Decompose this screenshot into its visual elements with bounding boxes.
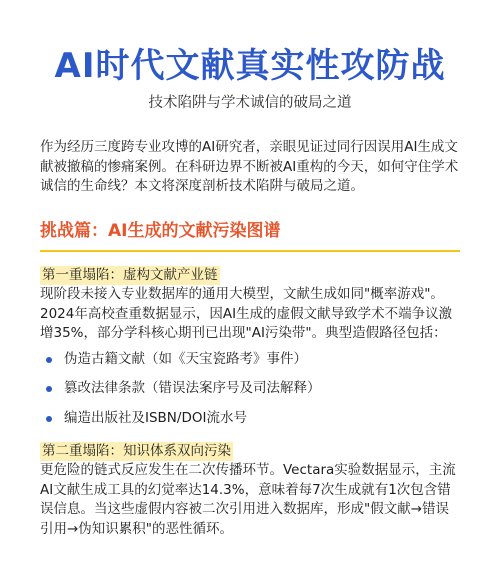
list-item-text: 编造出版社及ISBN/DOI流水号 (64, 409, 247, 426)
list-item (40, 350, 460, 370)
bullet-dot-icon (46, 357, 52, 363)
section-heading: 挑战篇：AI生成的文献污染图谱 (40, 221, 281, 241)
collapse-2-body: 更危险的链式反应发生在二次传播环节。Vectara实验数据显示，主流AI文献生成工具的幻觉率达14.3%，意味着每7次生成就有1次包含错误信息。当这些虚假内容被二次引用进入数据库，形成"假文献→错误引用→伪知识累积"的恶性循环。 (40, 462, 456, 537)
collapse-1-bullet-list (40, 350, 460, 429)
list-item-text: 伪造古籍文献（如《天宝瓷路考》事件） (64, 350, 307, 367)
list-item-text: 篡改法律条款（错误法案序号及司法解释） (64, 380, 321, 396)
collapse-2-title: 第二重塌陷：知识体系双向污染 (42, 443, 231, 459)
list-item (40, 379, 460, 399)
page-title: AI时代文献真实性攻防战 (54, 46, 446, 86)
section-divider (40, 250, 460, 252)
collapse-1-block (40, 264, 460, 428)
bullet-dot-icon (46, 386, 52, 392)
collapse-1-title: 第一重塌陷：虚构文献产业链 (42, 267, 218, 283)
collapse-2-block (40, 440, 460, 539)
collapse-1-body: 现阶段未接入专业数据库的通用大模型，文献生成如同"概率游戏"。2024年高校查重数据显示，因AI生成的虚假文献导致学术不端争议激增35%，部分学科核心期刊已出现"AI污染带"。典型造假路径包括： (40, 286, 453, 341)
bullet-dot-icon (46, 416, 52, 422)
page-subtitle: 技术陷阱与学术诚信的破局之道 (148, 95, 352, 111)
list-item (40, 409, 460, 429)
intro-paragraph: 作为经历三度跨专业攻博的AI研究者，亲眼见证过同行因误用AI生成文献被撤稿的惨痛案例。在科研边界不断被AI重构的今天，如何守住学术诚信的生命线？本文将深度剖析技术陷阱与破局之道。 (40, 139, 459, 194)
